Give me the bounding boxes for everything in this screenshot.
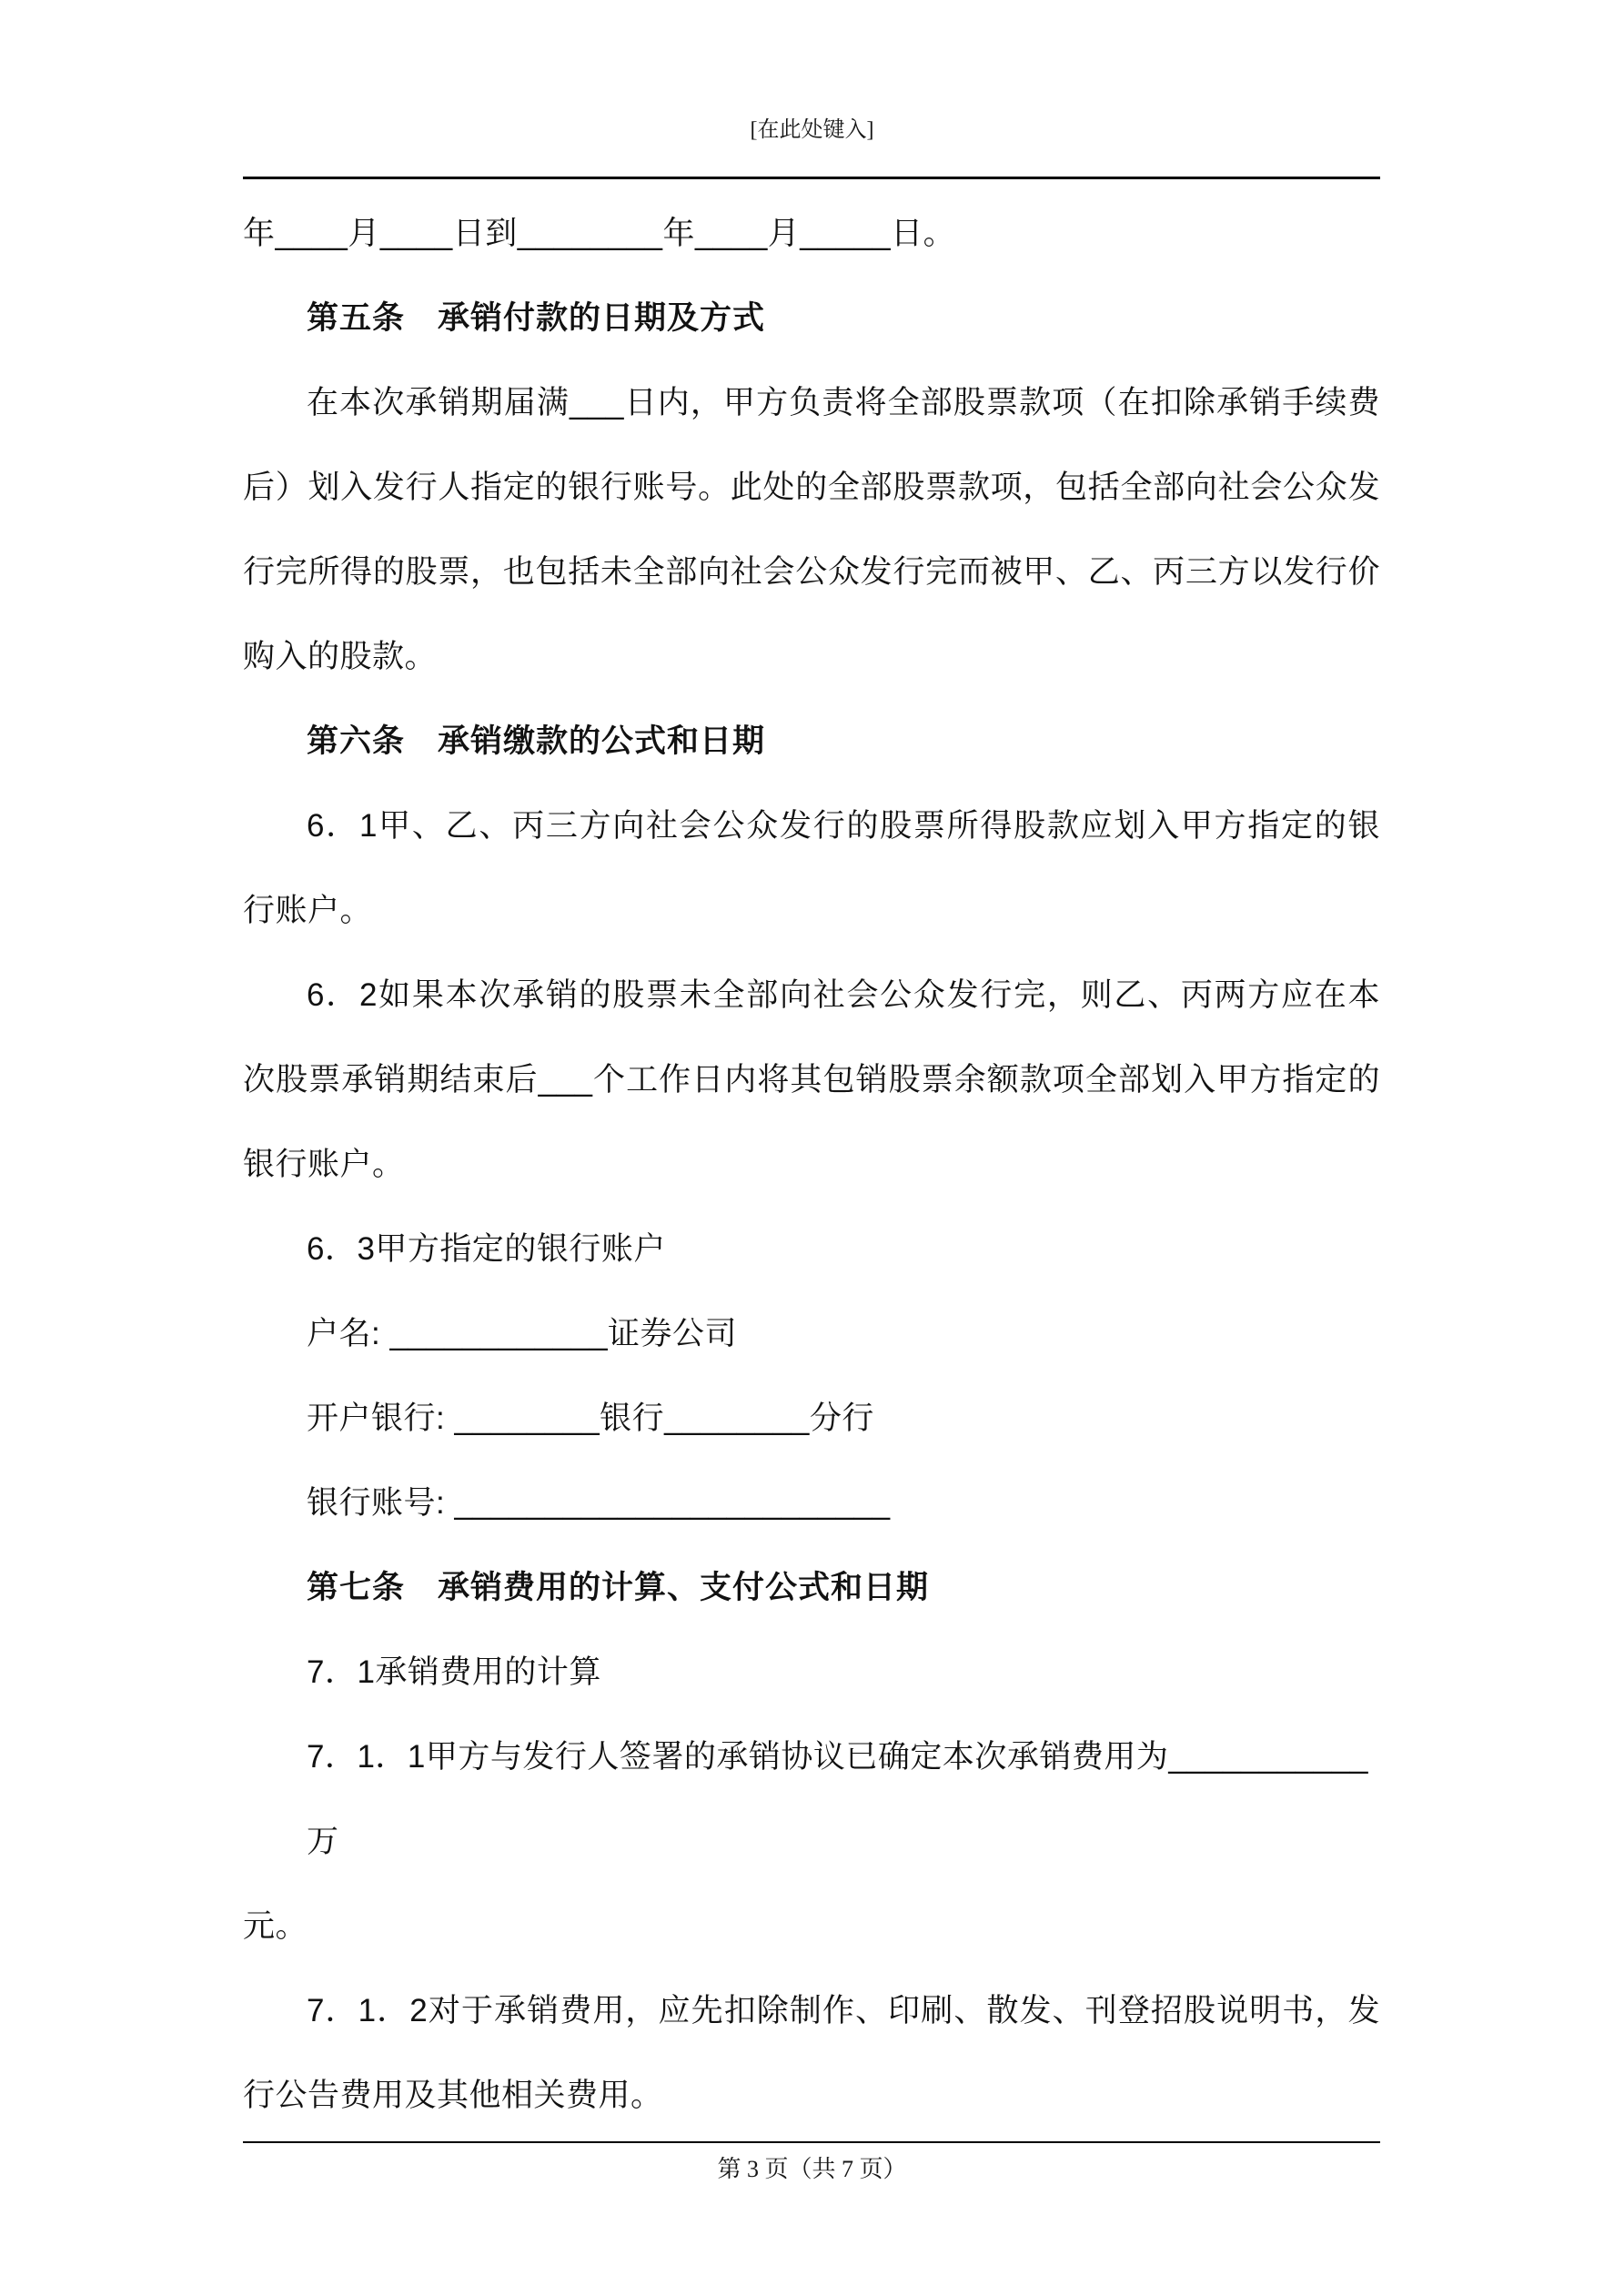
clause-6-3-heading: 6．3甲方指定的银行账户 — [307, 1231, 666, 1267]
clause-7-1-1-line-1: 7．1．1甲方与发行人签署的承销协议已确定本次承销费用为___________万 — [307, 1739, 1369, 1859]
article-5-para-line-3: 行完所得的股票，也包括未全部向社会公众发行完而被甲、乙、丙三方以发行价 — [243, 554, 1380, 590]
clause-6-1-line-1: 6．1甲、乙、丙三方向社会公众发行的股票所得股款应划入甲方指定的银 — [307, 808, 1380, 844]
article-6-heading: 第六条 承销缴款的公式和日期 — [307, 723, 766, 759]
clause-7-1-2-line-2: 行公告费用及其他相关费用。 — [243, 2078, 663, 2113]
clause-6-2-line-2: 次股票承销期结束后___个工作日内将其包销股票余额款项全部划入甲方指定的 — [243, 1062, 1380, 1097]
article-7-heading: 第七条 承销费用的计算、支付公式和日期 — [307, 1570, 930, 1605]
header-typing-placeholder: [在此处键入] — [750, 118, 874, 142]
article-5-para-line-2: 后）划入发行人指定的银行账号。此处的全部股票款项，包括全部向社会公众发 — [243, 470, 1380, 505]
document-body — [243, 191, 1380, 2138]
footer-rule — [243, 2141, 1380, 2143]
account-number-line: 银行账号: ________________________ — [307, 1485, 891, 1521]
clause-6-2-line-1: 6．2如果本次承销的股票未全部向社会公众发行完，则乙、丙两方应在本 — [307, 977, 1380, 1013]
page-number-text: 第 3 页（共 7 页） — [717, 2156, 907, 2182]
clause-6-2-line-3: 银行账户。 — [243, 1147, 405, 1182]
clause-7-1-line: 7．1承销费用的计算 — [307, 1654, 601, 1690]
article-5-para-line-4: 购入的股款。 — [243, 639, 438, 674]
clause-6-1-line-2: 行账户。 — [243, 893, 373, 928]
header-rule — [243, 177, 1380, 179]
article-5-para-line-1: 在本次承销期届满___日内，甲方负责将全部股票款项（在扣除承销手续费 — [307, 385, 1380, 420]
date-range-line: 年____月____日到________年____月_____日。 — [243, 216, 956, 251]
article-5-heading: 第五条 承销付款的日期及方式 — [307, 300, 766, 336]
clause-7-1-2-line-1: 7．1．2对于承销费用，应先扣除制作、印刷、散发、刊登招股说明书，发 — [307, 1993, 1380, 2028]
bank-branch-line: 开户银行: ________银行________分行 — [307, 1401, 874, 1436]
account-name-line: 户名: ____________证券公司 — [307, 1316, 738, 1351]
clause-7-1-1-line-2: 元。 — [243, 1908, 308, 1944]
